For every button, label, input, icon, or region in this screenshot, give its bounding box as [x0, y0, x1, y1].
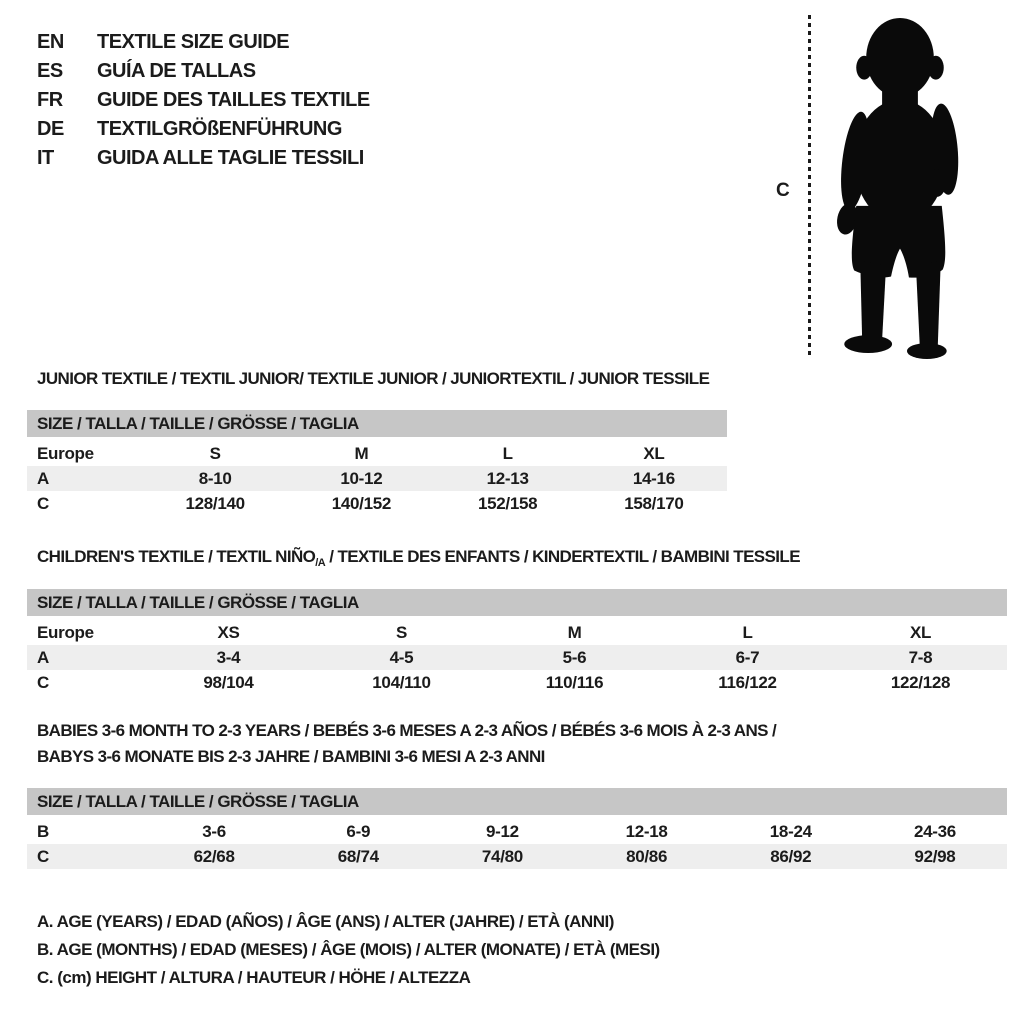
row-label: A: [37, 468, 49, 488]
section-title-junior: JUNIOR TEXTILE / TEXTIL JUNIOR/ TEXTILE JUNIOR / JUNIORTEXTIL / JUNIOR TESSILE: [37, 369, 710, 388]
section-title-babies: [37, 718, 776, 770]
junior-size-table: [27, 410, 727, 516]
size-table-row: [27, 491, 727, 516]
section-title-babies-line2: BABYS 3-6 MONATE BIS 2-3 JAHRE / BAMBINI 3-6 MESI A 2-3 ANNI: [37, 747, 545, 766]
size-value-cell: 62/68: [193, 846, 235, 866]
size-table-header: SIZE / TALLA / TAILLE / GRÖSSE / TAGLIA: [27, 788, 1007, 815]
size-value-cell: 158/170: [624, 493, 684, 513]
legend-line: C. (cm) HEIGHT / ALTURA / HAUTEUR / HÖHE / ALTEZZA: [37, 968, 471, 987]
size-value-cell: 8-10: [198, 468, 232, 488]
section-title-children: [37, 544, 800, 576]
size-value-cell: 4-5: [389, 647, 414, 667]
row-label: A: [37, 647, 49, 667]
language-title: GUÍA DE TALLAS: [97, 60, 256, 82]
size-value-cell: 6-9: [346, 821, 371, 841]
size-value-cell: 9-12: [486, 821, 519, 841]
language-title: GUIDA ALLE TAGLIE TESSILI: [97, 147, 364, 169]
row-label: Europe: [37, 443, 94, 463]
size-value-cell: 68/74: [337, 846, 379, 866]
size-value-cell: 14-16: [632, 468, 675, 488]
size-table-row: [27, 645, 1007, 670]
language-row: [37, 57, 370, 86]
size-value-cell: XL: [643, 443, 665, 463]
language-code: ES: [37, 60, 63, 82]
language-title-list: [37, 28, 370, 173]
size-value-cell: 12-18: [625, 821, 668, 841]
size-value-cell: 152/158: [477, 493, 538, 513]
row-label: C: [37, 672, 49, 692]
language-title: GUIDE DES TAILLES TEXTILE: [97, 89, 370, 111]
row-label: C: [37, 846, 49, 866]
legend-line: B. AGE (MONTHS) / EDAD (MESES) / ÂGE (MOIS) / ALTER (MONATE) / ETÀ (MESI): [37, 940, 660, 959]
height-measure-label: C: [776, 180, 790, 201]
language-row: [37, 28, 370, 57]
size-value-cell: 98/104: [203, 672, 254, 692]
size-table-header: SIZE / TALLA / TAILLE / GRÖSSE / TAGLIA: [27, 410, 727, 437]
size-table-body: [27, 620, 1007, 695]
section-title-children-sub: /A: [315, 557, 326, 569]
size-value-cell: 110/116: [545, 672, 604, 692]
size-table-row: [27, 819, 1007, 844]
language-code: DE: [37, 118, 64, 140]
size-value-cell: 24-36: [913, 821, 956, 841]
section-title-children-post: / TEXTILE DES ENFANTS / KINDERTEXTIL / BAMBINI TESSILE: [325, 547, 800, 566]
size-value-cell: 128/140: [185, 493, 245, 513]
size-value-cell: 104/110: [372, 672, 431, 692]
size-value-cell: 86/92: [770, 846, 812, 866]
language-row: [37, 115, 370, 144]
size-value-cell: 10-12: [340, 468, 383, 488]
toddler-silhouette-icon: [824, 12, 974, 360]
language-code: EN: [37, 31, 64, 53]
size-value-cell: M: [567, 622, 582, 642]
size-value-cell: XS: [217, 622, 240, 642]
size-value-cell: 12-13: [486, 468, 529, 488]
row-label: B: [37, 821, 49, 841]
size-table-header: SIZE / TALLA / TAILLE / GRÖSSE / TAGLIA: [27, 589, 1007, 616]
size-table-body: [27, 819, 1007, 869]
size-table-row: [27, 670, 1007, 695]
size-value-cell: 92/98: [914, 846, 956, 866]
size-value-cell: 3-4: [216, 647, 241, 667]
size-table-body: [27, 441, 727, 516]
size-value-cell: 6-7: [735, 647, 760, 667]
size-value-cell: S: [395, 622, 408, 642]
size-value-cell: XL: [909, 622, 932, 642]
language-code: FR: [37, 89, 63, 111]
size-value-cell: 140/152: [331, 493, 392, 513]
language-row: [37, 86, 370, 115]
height-dotted-line: [808, 15, 811, 357]
size-value-cell: L: [502, 443, 513, 463]
size-value-cell: M: [354, 443, 369, 463]
children-size-table: [27, 589, 1007, 695]
size-value-cell: 5-6: [562, 647, 587, 667]
section-title-babies-line1: BABIES 3-6 MONTH TO 2-3 YEARS / BEBÉS 3-6 MESES A 2-3 AÑOS / BÉBÉS 3-6 MOIS À 2-3 ANS /: [37, 721, 777, 740]
size-value-cell: 18-24: [769, 821, 812, 841]
section-title-children-pre: CHILDREN'S TEXTILE / TEXTIL NIÑO: [37, 547, 316, 566]
size-table-row: [27, 844, 1007, 869]
babies-size-table: [27, 788, 1007, 869]
size-table-row: [27, 620, 1007, 645]
size-value-cell: 116/122: [718, 672, 777, 692]
language-code: IT: [37, 147, 54, 169]
size-value-cell: S: [209, 443, 221, 463]
size-value-cell: 7-8: [908, 647, 933, 667]
language-title: TEXTILGRÖßENFÜHRUNG: [97, 118, 342, 140]
size-table-row: [27, 441, 727, 466]
size-value-cell: 3-6: [202, 821, 226, 841]
row-label: Europe: [37, 622, 94, 642]
measurement-legend: [37, 908, 660, 992]
language-title: TEXTILE SIZE GUIDE: [97, 31, 290, 53]
size-value-cell: L: [742, 622, 753, 642]
row-label: C: [37, 493, 49, 513]
size-table-row: [27, 466, 727, 491]
size-value-cell: 122/128: [890, 672, 951, 692]
legend-line: A. AGE (YEARS) / EDAD (AÑOS) / ÂGE (ANS) / ALTER (JAHRE) / ETÀ (ANNI): [37, 912, 614, 931]
language-row: [37, 144, 370, 173]
size-value-cell: 80/86: [626, 846, 668, 866]
size-value-cell: 74/80: [481, 846, 523, 866]
